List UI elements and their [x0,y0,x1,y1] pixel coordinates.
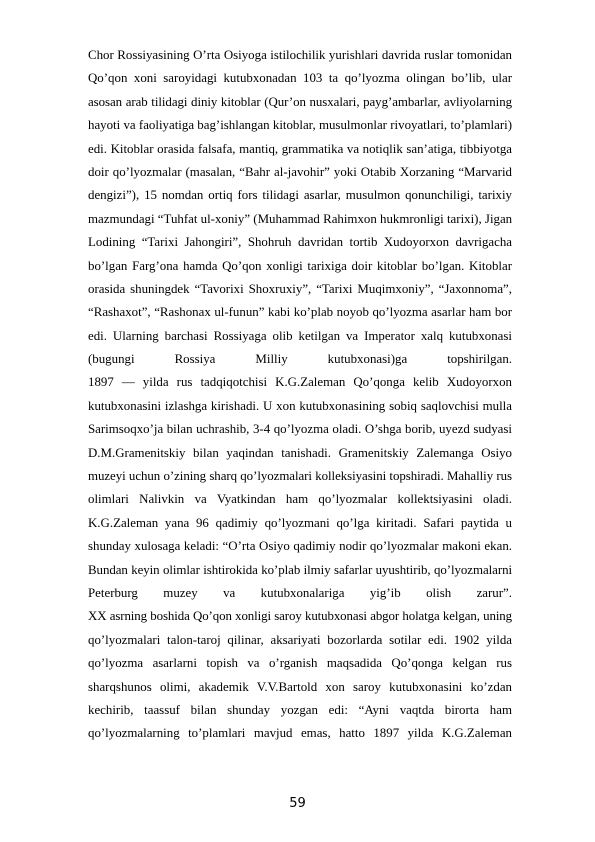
text-line: K.G.Zaleman yana 96 qadimiy qo’lyozmani qo’lga kiritadi. Safari paytida u [88,515,512,530]
text-line: Chor Rossiyasining O’rta Osiyoga istilochilik yurishlari davrida ruslar tomonidan [88,48,512,62]
text-line: qo’lyozmalarning to’plamlari mavjud emas, hatto 1897 yilda K.G.Zaleman [88,726,512,741]
text-line: “Rashaxot”, “Rashonax ul-funun” kabi ko’plab noyob qo’lyozma asarlar ham bor [88,305,512,320]
text-line: hayoti va faoliyatiga bag’ishlangan kitoblar, musulmonlar rivoyatlari, to’plamlari) [88,118,512,133]
text-line: sharqshunos olimi, akademik V.V.Bartold xon saroy kutubxonasini ko’zdan [88,679,512,694]
text-line: qo’lyozmalari talon-taroj qilinar, aksariyati bozorlarda sotilar edi. 1902 yilda [88,632,512,647]
text-line: Qo’qon xoni saroyidagi kutubxonadan 103 ta qo’lyozma olingan bo’lib, ular [88,71,512,86]
text-line: qo’lyozma asarlarni topish va o’rganish maqsadida Qo’qonga kelgan rus [88,656,512,671]
text-line: olimlari Nalivkin va Vyatkindan ham qo’lyozmalar kollektsiyasini oladi. [88,492,512,507]
page-number: 59 [289,796,306,811]
text-line: (bugungi Rossiya Milliy kutubxonasi)ga topshirilgan. [88,352,512,367]
text-line: mazmundagi “Tuhfat ul-xoniy” (Muhammad Rahimxon hukmronligi tarixi), Jigan [88,211,512,226]
text-line: kechirib, taassuf bilan shunday yozgan edi: “Ayni vaqtda birorta ham [88,702,512,717]
text-line: dengizi”), 15 nomdan ortiq fors tilidagi asarlar, musulmon qonunchiligi, tarixiy [88,188,512,203]
text-line: Lodining “Tarixi Jahongiri”, Shohruh davridan tortib Xudoyorxon davrigacha [88,235,512,250]
text-line: Sarimsoqxo’ja bilan uchrashib, 3-4 qo’lyozma oladi. O’shga borib, uyezd sudyasi [88,422,512,437]
text-line: edi. Ularning barchasi Rossiyaga olib ketilgan va Imperator xalq kutubxonasi [88,328,512,343]
text-line: D.M.Gramenitskiy bilan yaqindan tanishadi. Gramenitskiy Zalemanga Osiyo [88,445,512,460]
text-line: Peterburg muzey va kutubxonalariga yig’ib olish zarur”. [88,585,512,600]
text-line: Bundan keyin olimlar ishtirokida ko’plab ilmiy safarlar uyushtirib, qo’lyozmalarni [88,562,512,577]
text-line: asosan arab tilidagi diniy kitoblar (Qur’on nusxalari, payg’ambarlar, avliyolarning [88,94,512,109]
text-line: shunday xulosaga keladi: “O’rta Osiyo qadimiy nodir qo’lyozmalar makoni ekan. [88,539,512,554]
text-line: 1897 — yilda rus tadqiqotchisi K.G.Zaleman Qo’qonga kelib Xudoyorxon [88,375,512,390]
text-line: doir qo’lyozmalar (masalan, “Bahr al-javohir” yoki Otabib Xorzaning “Marvarid [88,164,512,179]
text-line: XX asrning boshida Qo’qon xonligi saroy kutubxonasi abgor holatga kelgan, uning [88,609,512,624]
text-line: kutubxonasini izlashga kirishadi. U xon kutubxonasining sobiq saqlovchisi mulla [88,398,512,413]
text-line: orasida shuningdek “Tavorixi Shoxruxiy”, “Tarixi Muqimxoniy”, “Jaxonnoma”, [88,281,512,296]
document-body [88,44,512,746]
text-line: muzeyi uchun o’zining sharq qo’lyozmalari kolleksiyasini topshiradi. Mahalliy rus [88,469,512,484]
text-line: edi. Kitoblar orasida falsafa, mantiq, grammatika va notiqlik san’atiga, tibbiyotga [88,141,512,156]
text-line: bo’lgan Farg’ona hamda Qo’qon xonligi tarixiga doir kitoblar bo’lgan. Kitoblar [88,258,512,273]
